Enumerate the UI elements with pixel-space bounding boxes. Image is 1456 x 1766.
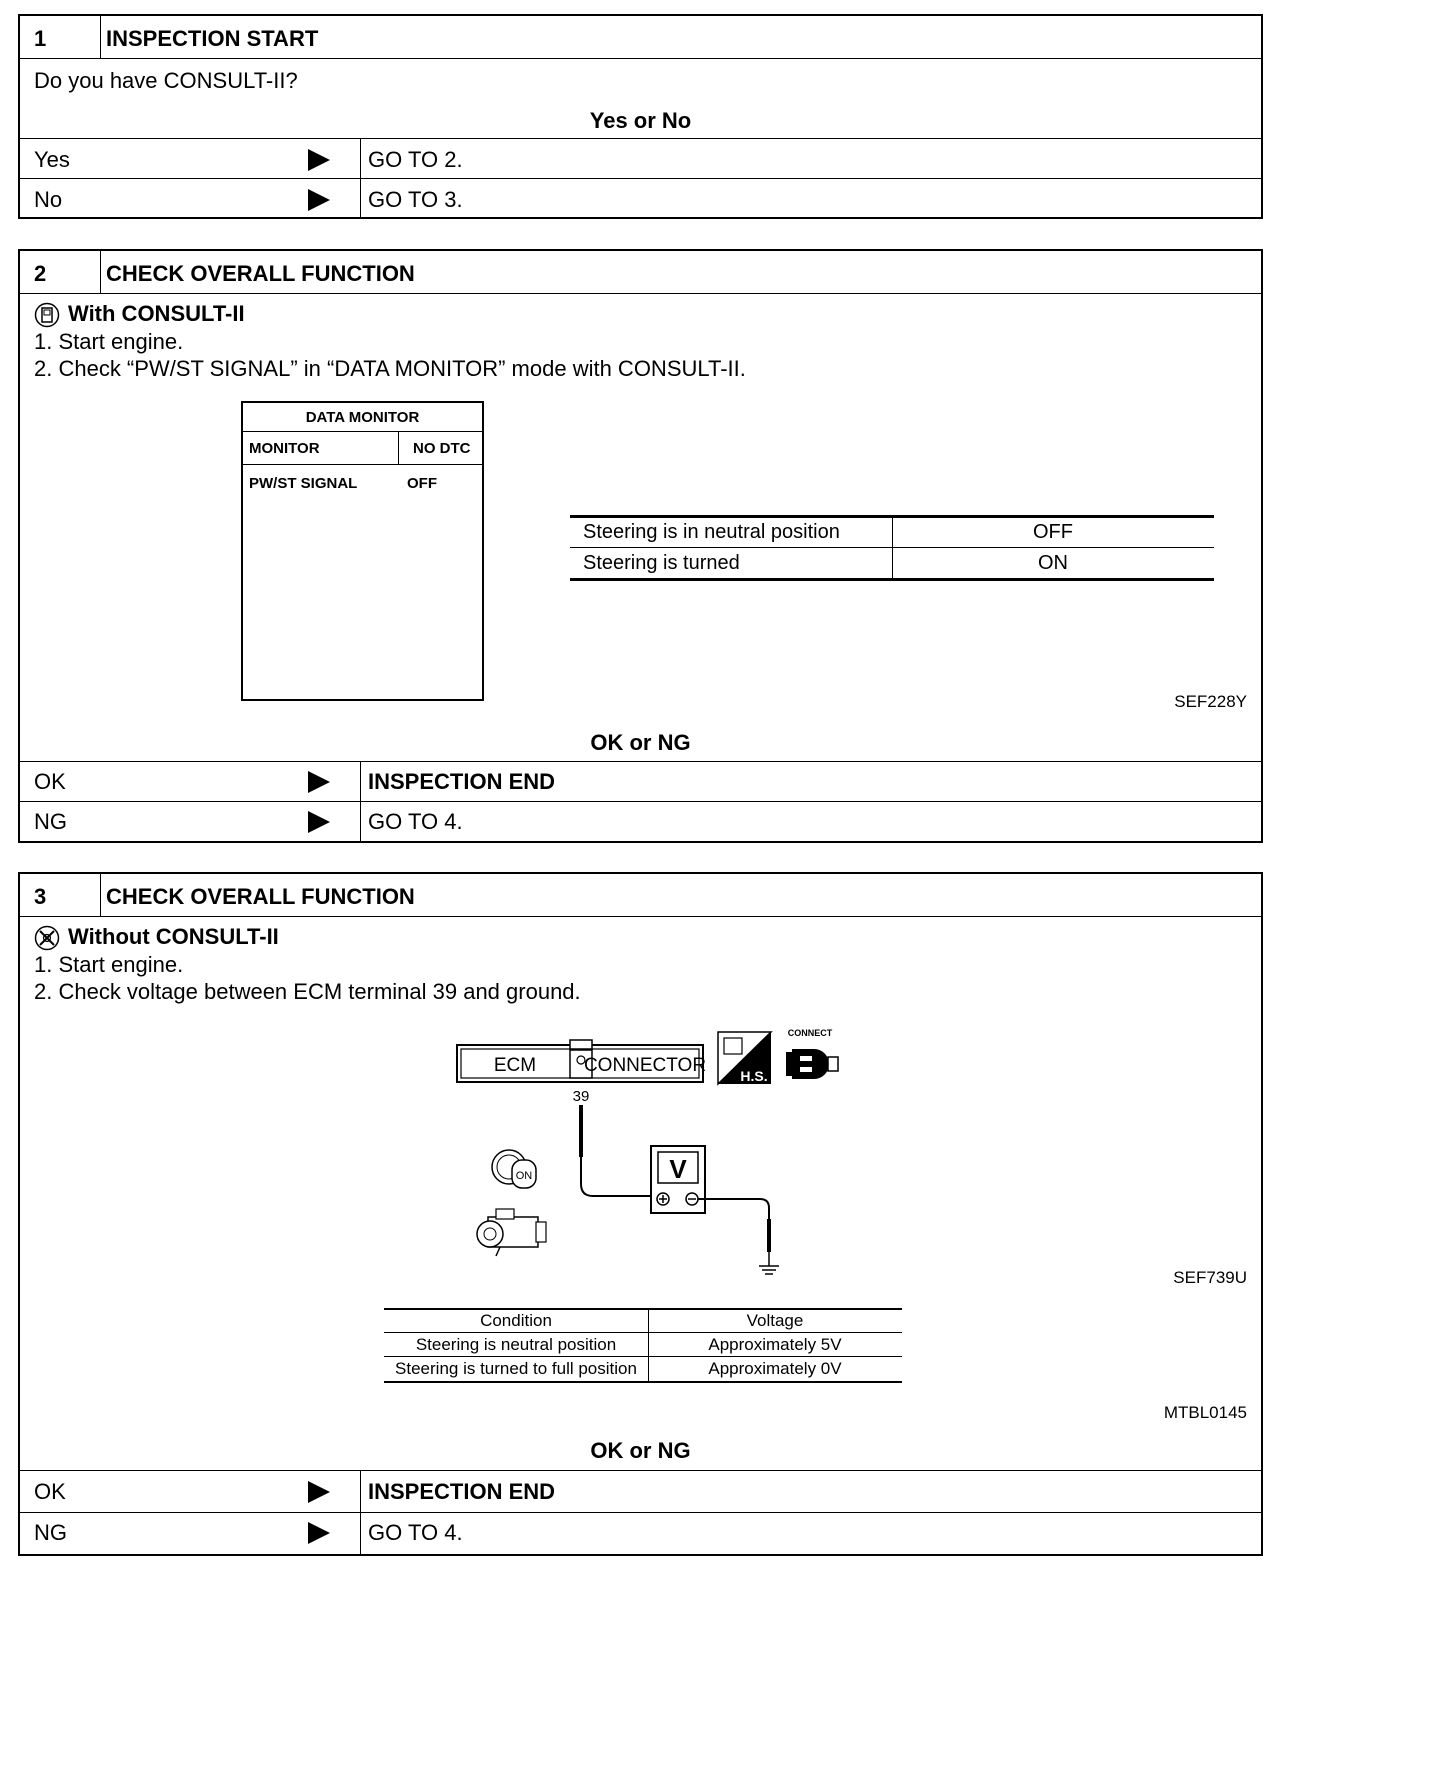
step-title: INSPECTION START (106, 26, 319, 51)
consult-icon (34, 302, 60, 328)
mode-label: With CONSULT-II (68, 301, 245, 326)
arrow-icon (308, 1481, 330, 1503)
table-cell: Steering is neutral position (415, 1335, 617, 1354)
terminal-label: 39 (572, 1088, 590, 1105)
engine-icon (477, 1209, 546, 1256)
option-ok-action[interactable]: INSPECTION END (368, 769, 556, 794)
option-ok-label: OK (34, 769, 66, 794)
option-ok-label: OK (34, 1479, 66, 1504)
table-cell: Approximately 0V (708, 1359, 842, 1378)
table-cell: Steering is turned to full position (395, 1359, 637, 1378)
step-1-block (18, 14, 1263, 219)
arrow-icon (308, 149, 330, 171)
option-ng-label: NG (34, 1520, 67, 1545)
state-condition: Steering is turned (583, 552, 740, 574)
figure-ref: SEF228Y (1174, 692, 1247, 711)
table-header: Condition (480, 1311, 552, 1330)
ignition-key-icon (492, 1150, 536, 1188)
arrow-icon (308, 1522, 330, 1544)
choice-label: OK or NG (590, 730, 691, 755)
figure-ref: SEF739U (1173, 1268, 1247, 1287)
arrow-icon (308, 811, 330, 833)
monitor-col-header: MONITOR (249, 440, 320, 457)
table-header: Voltage (746, 1311, 804, 1330)
instruction-1: 1. Start engine. (34, 329, 184, 354)
instruction-1: 1. Start engine. (34, 952, 184, 977)
step-3-block (18, 872, 1263, 1556)
choice-label: OK or NG (590, 1438, 691, 1463)
data-monitor-screen (241, 401, 484, 701)
ecm-label: ECM (493, 1055, 537, 1076)
arrow-icon (308, 189, 330, 211)
ecm-connector (457, 1040, 706, 1082)
state-condition: Steering is in neutral position (583, 521, 840, 543)
meter-label: V (669, 1154, 687, 1184)
mode-label: Without CONSULT-II (68, 924, 279, 949)
option-no-action[interactable]: GO TO 3. (368, 187, 463, 212)
instruction-2: 2. Check voltage between ECM terminal 39 and ground. (34, 979, 581, 1004)
monitor-item: PW/ST SIGNAL (249, 475, 358, 492)
option-no-label: No (34, 187, 63, 212)
hs-label: H.S. (740, 1068, 768, 1084)
state-value: OFF (1033, 521, 1073, 543)
monitor-value: OFF (407, 475, 437, 492)
step-number: 2 (34, 261, 47, 286)
step-title: CHECK OVERALL FUNCTION (106, 261, 415, 286)
option-ng-action[interactable]: GO TO 4. (368, 809, 463, 834)
step-question: Do you have CONSULT-II? (34, 68, 298, 93)
steering-state-table (570, 515, 1214, 581)
connect-icon (786, 1028, 838, 1079)
state-value: ON (1038, 552, 1068, 574)
monitor-title: DATA MONITOR (305, 409, 420, 426)
option-ng-action[interactable]: GO TO 4. (368, 1520, 463, 1545)
harness-side-icon (718, 1032, 771, 1084)
arrow-icon (308, 771, 330, 793)
step-2-block (18, 249, 1263, 843)
table-ref: MTBL0145 (1163, 1403, 1247, 1422)
table-cell: Approximately 5V (708, 1335, 842, 1354)
key-label: ON (515, 1170, 533, 1182)
ground-icon (759, 1266, 779, 1274)
connect-label: CONNECT (787, 1028, 833, 1038)
step-title: CHECK OVERALL FUNCTION (106, 884, 415, 909)
option-yes-action[interactable]: GO TO 2. (368, 147, 463, 172)
voltage-check-diagram (20, 874, 1261, 1294)
step-number: 1 (34, 26, 47, 51)
instruction-2: 2. Check “PW/ST SIGNAL” in “DATA MONITOR” mode with CONSULT-II. (34, 356, 746, 381)
option-yes-label: Yes (34, 147, 70, 172)
step-number: 3 (34, 884, 47, 909)
option-ok-action[interactable]: INSPECTION END (368, 1479, 556, 1504)
option-ng-label: NG (34, 809, 67, 834)
connector-label: CONNECTOR (583, 1055, 707, 1076)
monitor-col-header: NO DTC (413, 440, 471, 457)
voltmeter (651, 1146, 705, 1213)
choice-label: Yes or No (589, 108, 692, 133)
voltage-table (384, 1308, 902, 1384)
